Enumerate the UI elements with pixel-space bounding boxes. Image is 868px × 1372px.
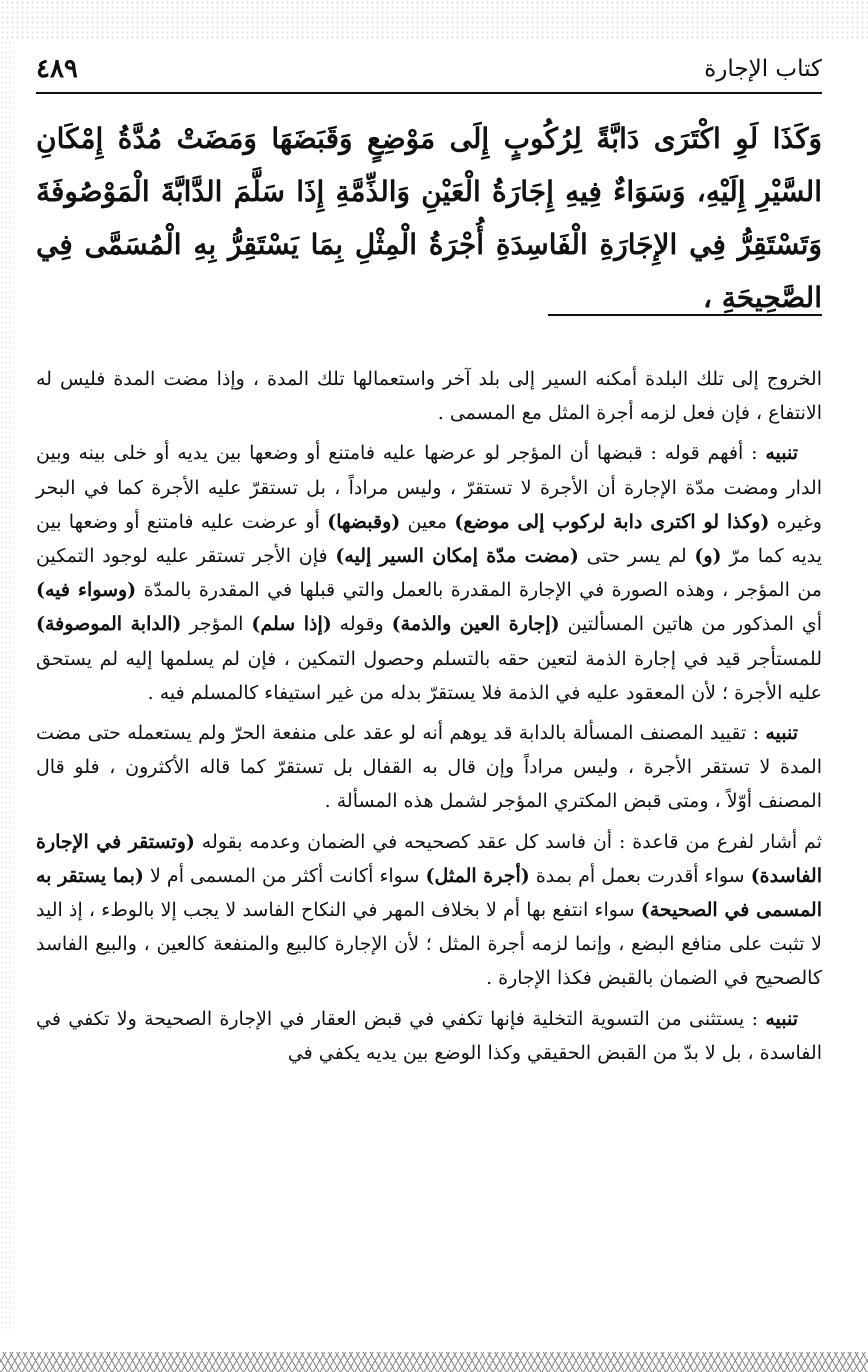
quoted-matn: تنبيه — [765, 442, 798, 465]
scan-noise-side — [0, 40, 14, 1330]
commentary-text: ثم أشار لفرع من قاعدة : أن فاسد كل عقد كصحيحه في الضمان وعدمه بقوله — [194, 830, 822, 853]
commentary-text: : تقييد المصنف المسألة بالدابة قد يوهم أنه لو عقد على منفعة الحرّ ولم يستعمله حتى مضت المدة لا تستقر الأجرة ، وليس مراداً وإن قال به القفال بل تستقرّ كما قاله الأكثرون ، فلو قال المصنف أوّلاً ، ومتى قبض المكتري المؤجر لشمل هذه المسألة . — [36, 722, 822, 813]
commentary-text: أي المذكور من هاتين المسألتين — [559, 613, 822, 636]
commentary-text: فإن الأجر تستقر عليه لوجود التمكين من المؤجر ، وهذه الصورة في الإجارة المقدرة بالعمل والتي قبلها في المقدرة بالمدّة — [36, 545, 822, 602]
decorative-border — [0, 1352, 868, 1372]
footnote-separator — [548, 314, 822, 316]
quoted-matn: (إجارة العين والذمة) — [391, 613, 560, 636]
commentary-text: المؤجر — [181, 613, 252, 636]
quoted-matn: تنبيه — [765, 1007, 798, 1030]
commentary-text: أو عرضت عليه فامتنع أو وضعها بين يديه كما مرّ — [36, 510, 822, 568]
commentary-text: لم يسر حتى — [578, 545, 695, 568]
commentary-paragraph-3 — [36, 716, 822, 819]
commentary-text: وقوله — [331, 613, 392, 636]
quoted-matn: (مضت مدّة إمكان السير إليه) — [335, 545, 579, 568]
paragraph-text: الخروج إلى تلك البلدة أمكنه السير إلى بلد آخر واستعمالها تلك المدة ، وإذا مضت المدة فليس له الانتفاع ، فإن فعل لزمه أجرة المثل مع المسمى . — [36, 368, 822, 425]
commentary-paragraph-1 — [36, 362, 822, 430]
commentary-text: سواء انتفع بها أم لا بخلاف المهر في النكاح الفاسد لا يجب إلا بالوطء ، إذ اليد لا تثبت على منافع البضع ، وإنما لزمه أجرة المثل ؛ لأن الإجارة كالبيع والمنفعة كالعين ، والبيع الفاسد كالصحيح في الضمان بالقبض فكذا الإجارة . — [36, 899, 822, 990]
page-header — [36, 52, 822, 94]
quoted-matn: (وسواء فيه) — [36, 579, 137, 602]
quoted-matn: (أجرة المثل) — [425, 864, 530, 887]
quoted-matn: (وقبضها) — [327, 510, 401, 533]
commentary-paragraph-5 — [36, 1002, 822, 1070]
commentary-text: سواء أكانت أكثر من المسمى أم لا — [143, 864, 426, 887]
commentary-text: معين — [400, 510, 455, 533]
commentary-paragraph-2 — [36, 436, 822, 710]
matn-text: وَكَذَا لَوِ اكْتَرَى دَابَّةً لِرُكُوبٍ إِلَى مَوْضِعٍ وَقَبَضَهَا وَمَضَتْ مُدَّةُ إِمْكَانِ السَّيْرِ إِلَيْهِ، وَسَوَاءٌ فِيهِ إِجَارَةُ الْعَيْنِ وَالذِّمَّةِ إِذَا سَلَّمَ الدَّابَّةَ الْمَوْصُوفَةَ وَتَسْتَقِرُّ فِي الإِجَارَةِ الْفَاسِدَةِ أُجْرَةُ الْمِثْلِ بِمَا يَسْتَقِرُّ بِهِ الْمُسَمَّى فِي الصَّحِيحَةِ ، — [36, 122, 823, 314]
quoted-matn: (وتستقر في الإجارة الفاسدة) — [36, 830, 822, 887]
running-title: كتاب الإجارة — [704, 56, 822, 82]
quoted-matn: (إذا سلم) — [251, 613, 332, 636]
commentary-text: : أفهم قوله : قبضها أن المؤجر لو عرضها عليه فامتنع أو وضعها بين يديه أو خلى بينه وبين الدار ومضت مدّة الإجارة أن الأجرة لا تستقرّ ، وليس مراداً ، بل تستقرّ عليه الأجرة كما في البحر وغيره — [36, 442, 822, 533]
commentary — [36, 362, 822, 1076]
commentary-text: : يستثنى من التسوية التخلية فإنها تكفي في قبض العقار في الإجارة الصحيحة ولا تكفي في الفاسدة ، بل لا بدّ من القبض الحقيقي وكذا الوضع بين يديه يكفي في — [36, 1007, 822, 1064]
quoted-matn: (الدابة الموصوفة) — [36, 613, 182, 636]
page-number: ٤٨٩ — [36, 54, 78, 84]
commentary-paragraph-4 — [36, 825, 822, 996]
quoted-matn: (وكذا لو اكترى دابة لركوب إلى موضع) — [454, 510, 770, 533]
quoted-matn: (بما يستقر به المسمى في الصحيحة) — [36, 864, 822, 922]
quoted-matn: (و) — [694, 545, 722, 568]
commentary-text: سواء أقدرت بعمل أم بمدة — [529, 864, 751, 887]
quoted-matn: تنبيه — [765, 722, 798, 745]
scan-noise-top — [0, 0, 868, 40]
commentary-text: للمستأجر قيد في إجارة الذمة لتعين حقه بالتسلم وحصول التمكين ، فإن لم يسلمها إليه لم يستحق عليه الأجرة ؛ لأن المعقود عليه في الذمة فلا يستقرّ بدله من غير استيفاء كالمسلم فيه . — [36, 647, 822, 704]
